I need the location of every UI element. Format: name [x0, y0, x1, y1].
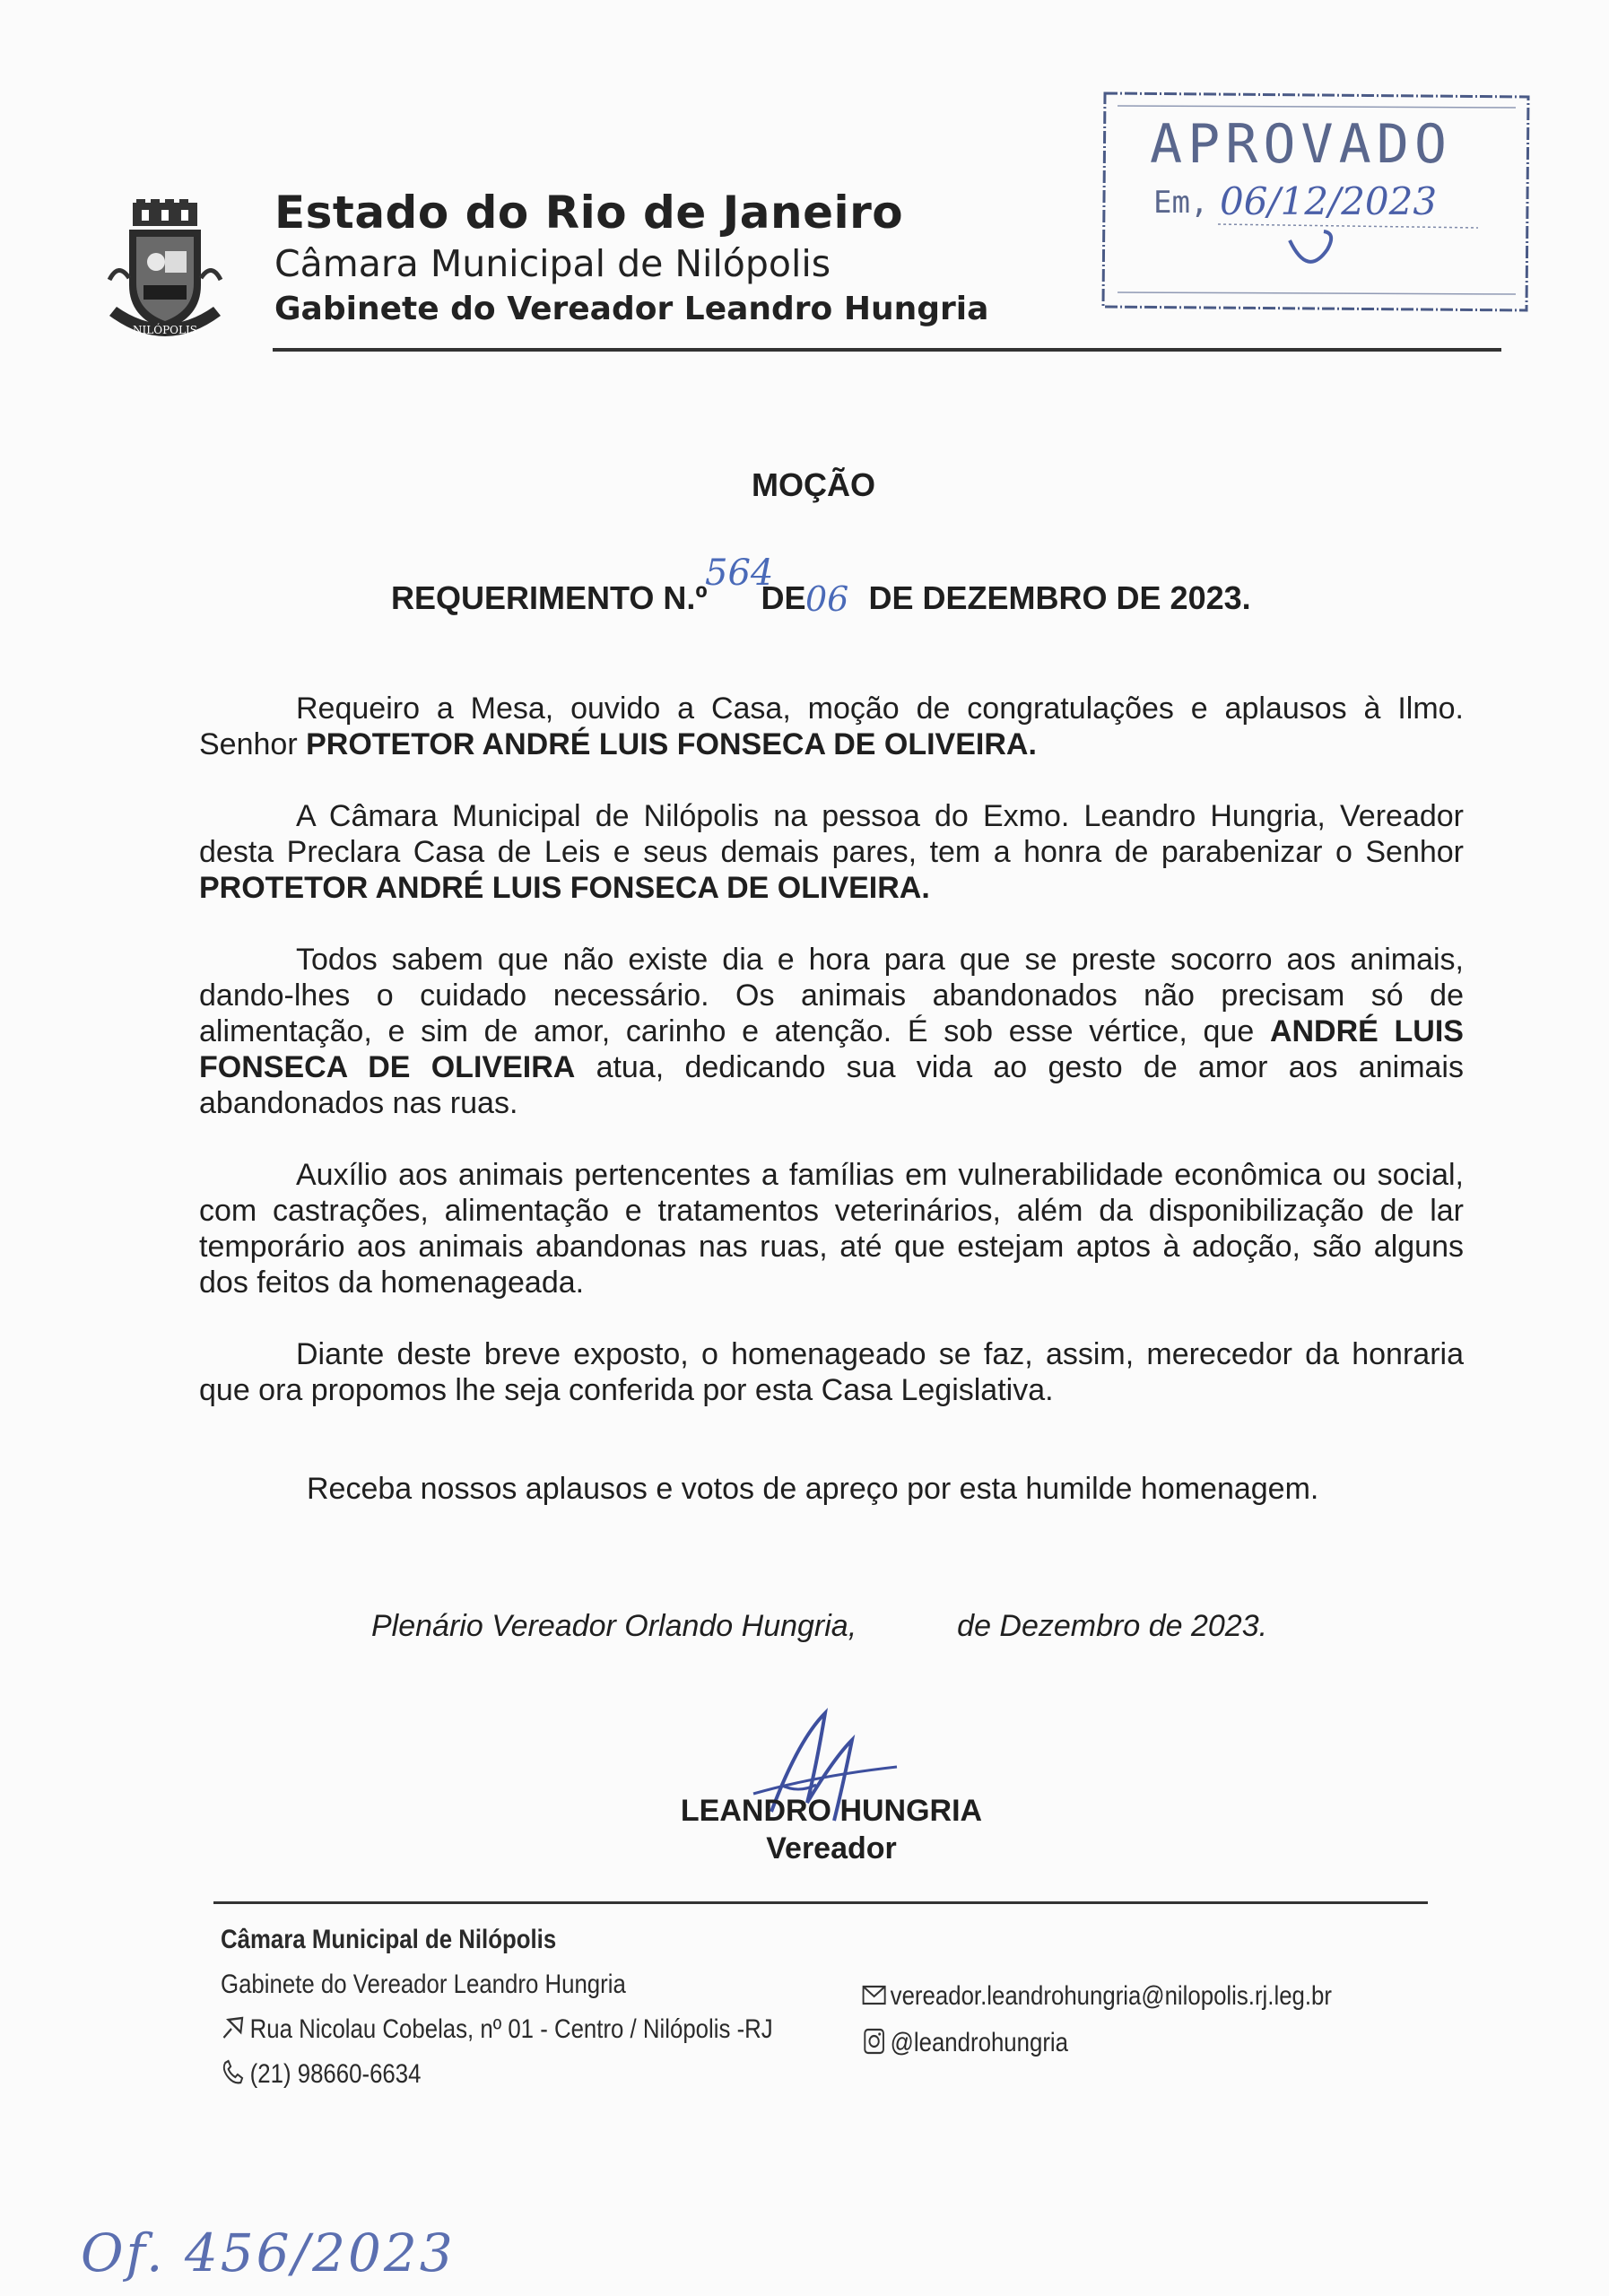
footer-chamber: Câmara Municipal de Nilópolis [221, 1925, 557, 1954]
phone-icon [221, 2059, 247, 2086]
plenary-place: Plenário Vereador Orlando Hungria, [371, 1609, 857, 1643]
date-line [371, 1609, 1267, 1644]
nilopolis-coat-of-arms-icon [106, 199, 224, 350]
footer-email[interactable]: vereador.leandrohungria@nilopolis.rj.leg.br [890, 1981, 1333, 2011]
paragraph-3: Todos sabem que não existe dia e hora para que se preste socorro aos animais, dando-lhes o cuidado necessário. Os animais abandonados não precisam só de alimentação, e sim de amor, carinho e atenção. É sob esse vértice, que ANDRÉ LUIS FONSECA DE OLIVEIRA atua, dedicando sua vida ao gesto de amor aos animais abandonados nas ruas. [199, 943, 1464, 1120]
document-body [199, 691, 1464, 1543]
paragraph-2: A Câmara Municipal de Nilópolis na pessoa do Exmo. Leandro Hungria, Vereador desta Preclara Casa de Leis e seus demais pares, tem a honra de parabenizar o Senhor PROTETOR ANDRÉ LUIS FONSECA DE OLIVEIRA. [199, 799, 1464, 905]
footer-phone-row [221, 2052, 773, 2097]
requirement-prefix: REQUERIMENTO N.º [391, 579, 708, 616]
handwritten-office-reference: Of. 456/2023 [81, 2222, 456, 2283]
paragraph-4: Auxílio aos animais pertencentes a famílias em vulnerabilidade econômica ou social, com castrações, alimentação e tratamentos veterinários, além da disponibilização de lar temporário aos animais abandonas nas ruas, até que estejam aptos à adoção, são alguns dos feitos da homenageada. [199, 1158, 1464, 1300]
de-label: DE [761, 579, 806, 616]
footer-contact-right [861, 1973, 1332, 2066]
chamber-title: Câmara Municipal de Nilópolis [274, 242, 831, 285]
closing-line: Receba nossos aplausos e votos de apreço por esta humilde homenagem. [307, 1472, 1319, 1506]
stamp-em-label: Em, [1153, 185, 1209, 221]
svg-text:NILÓPOLIS: NILÓPOLIS [133, 324, 197, 336]
map-pin-icon [221, 2014, 247, 2041]
plenary-date: de Dezembro de 2023. [957, 1609, 1268, 1643]
header-divider [273, 348, 1501, 352]
date-suffix: DE DEZEMBRO DE 2023. [868, 579, 1251, 616]
footer-phone: (21) 98660-6634 [249, 2059, 422, 2089]
signatory-name: LEANDRO HUNGRIA [680, 1794, 983, 1828]
signatory-role: Vereador [766, 1831, 897, 1866]
footer-address-row [221, 2007, 773, 2052]
document-type: MOÇÃO [752, 466, 875, 503]
footer-office: Gabinete do Vereador Leandro Hungria [221, 1970, 626, 1999]
footer-divider [213, 1901, 1428, 1904]
stamp-status: APROVADO [1150, 113, 1452, 176]
footer-contact-left [221, 1918, 773, 2097]
office-title: Gabinete do Vereador Leandro Hungria [274, 291, 989, 327]
paragraph-5: Diante deste breve exposto, o homenageado se faz, assim, merecedor da honraria que ora propomos lhe seja conferida por esta Casa Legislativa. [199, 1337, 1464, 1407]
footer-social[interactable]: @leandrohungria [890, 2028, 1069, 2057]
stamp-handwritten-date: 06/12/2023 [1220, 179, 1438, 223]
footer-social-row [861, 2020, 1332, 2066]
state-title: Estado do Rio de Janeiro [274, 187, 904, 239]
footer-address: Rua Nicolau Cobelas, nº 01 - Centro / Nilópolis -RJ [249, 2014, 773, 2044]
handwritten-day: 06 [805, 579, 849, 619]
footer-email-row [861, 1973, 1332, 2020]
letterhead [274, 187, 1082, 332]
mail-icon [861, 1981, 887, 2008]
handwritten-requirement-number: 564 [705, 552, 774, 594]
instagram-icon [861, 2028, 887, 2055]
paragraph-1: Requeiro a Mesa, ouvido a Casa, moção de congratulações e aplausos à Ilmo. Senhor PROTETOR ANDRÉ LUIS FONSECA DE OLIVEIRA. [199, 691, 1464, 761]
